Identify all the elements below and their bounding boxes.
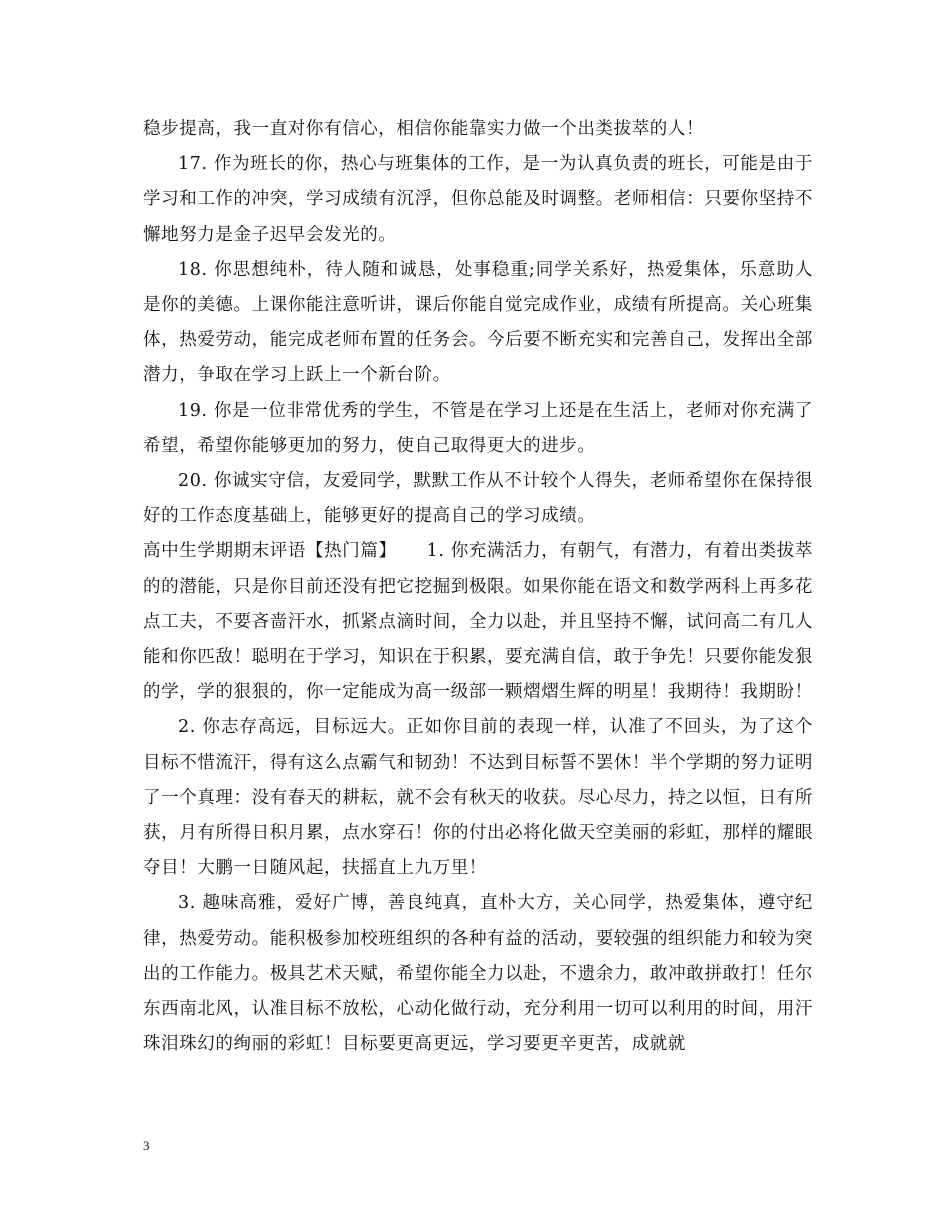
paragraph-20: 20. 你诚实守信，友爱同学，默默工作从不计较个人得失，老师希望你在保持很好的工作态度基础上，能够更好的提高自己的学习成绩。 (143, 471, 813, 527)
section-paragraph (143, 534, 813, 710)
paragraph-18: 18. 你思想纯朴，待人随和诚恳，处事稳重;同学关系好，热爱集体，乐意助人是你的美德。上课你能注意听讲，课后你能自觉完成作业，成绩有所提高。关心班集体，热爱劳动，能完成老师布置的任务会。今后要不断充实和完善自己，发挥出全部潜力，争取在学习上跃上一个新台阶。 (143, 259, 813, 386)
paragraph-19: 19. 你是一位非常优秀的学生，不管是在学习上还是在生活上，老师对你充满了希望，希望你能够更加的努力，使自己取得更大的进步。 (143, 400, 813, 456)
section-item-1: 1. 你充满活力，有朝气，有潜力，有着出类拔萃的的潜能，只是你目前还没有把它挖掘到极限。如果你能在语文和数学两科上再多花点工夫，不要吝啬汗水，抓紧点滴时间，全力以赴，并且坚持不懈，试问高二有几人能和你匹敌！聪明在于学习，知识在于积累，要充满自信，敢于争先！只要你能发狠的学，学的狠狠的，你一定能成为高一级部一颗熠熠生辉的明星！我期待！我期盼！ (143, 541, 813, 703)
page-number: 3 (143, 1138, 150, 1153)
section-item-3: 3. 趣味高雅，爱好广博，善良纯真，直朴大方，关心同学，热爱集体，遵守纪律，热爱劳动。能积极参加校班组织的各种有益的活动，要较强的组织能力和较为突出的工作能力。极具艺术天赋，希望你能全力以赴，不遗余力，敢冲敢拼敢打！任尔东西南北风，认准目标不放松，心动化做行动，充分利用一切可以利用的时间，用汗珠泪珠幻的绚丽的彩虹！目标要更高更远，学习要更辛更苦，成就就 (143, 893, 813, 1055)
section-heading: 高中生学期期末评语【热门篇】 (143, 541, 397, 562)
document-body (143, 112, 813, 1062)
paragraph-17: 17. 作为班长的你，热心与班集体的工作，是一为认真负责的班长，可能是由于学习和工作的冲突，学习成绩有沉浮，但你总能及时调整。老师相信：只要你坚持不懈地努力是金子迟早会发光的。 (143, 154, 813, 245)
paragraph-continuation: 稳步提高，我一直对你有信心，相信你能靠实力做一个出类拔萃的人！ (143, 119, 705, 139)
section-item-2: 2. 你志存高远，目标远大。正如你目前的表现一样，认准了不回头，为了这个目标不惜流汗，得有这么点霸气和韧劲！不达到目标誓不罢休！半个学期的努力证明了一个真理：没有春天的耕耘，就不会有秋天的收获。尽心尽力，持之以恒，日有所获，月有所得日积月累，点水穿石！你的付出必将化做天空美丽的彩虹，那样的耀眼夺目！大鹏一日随风起，扶摇直上九万里！ (143, 717, 813, 879)
